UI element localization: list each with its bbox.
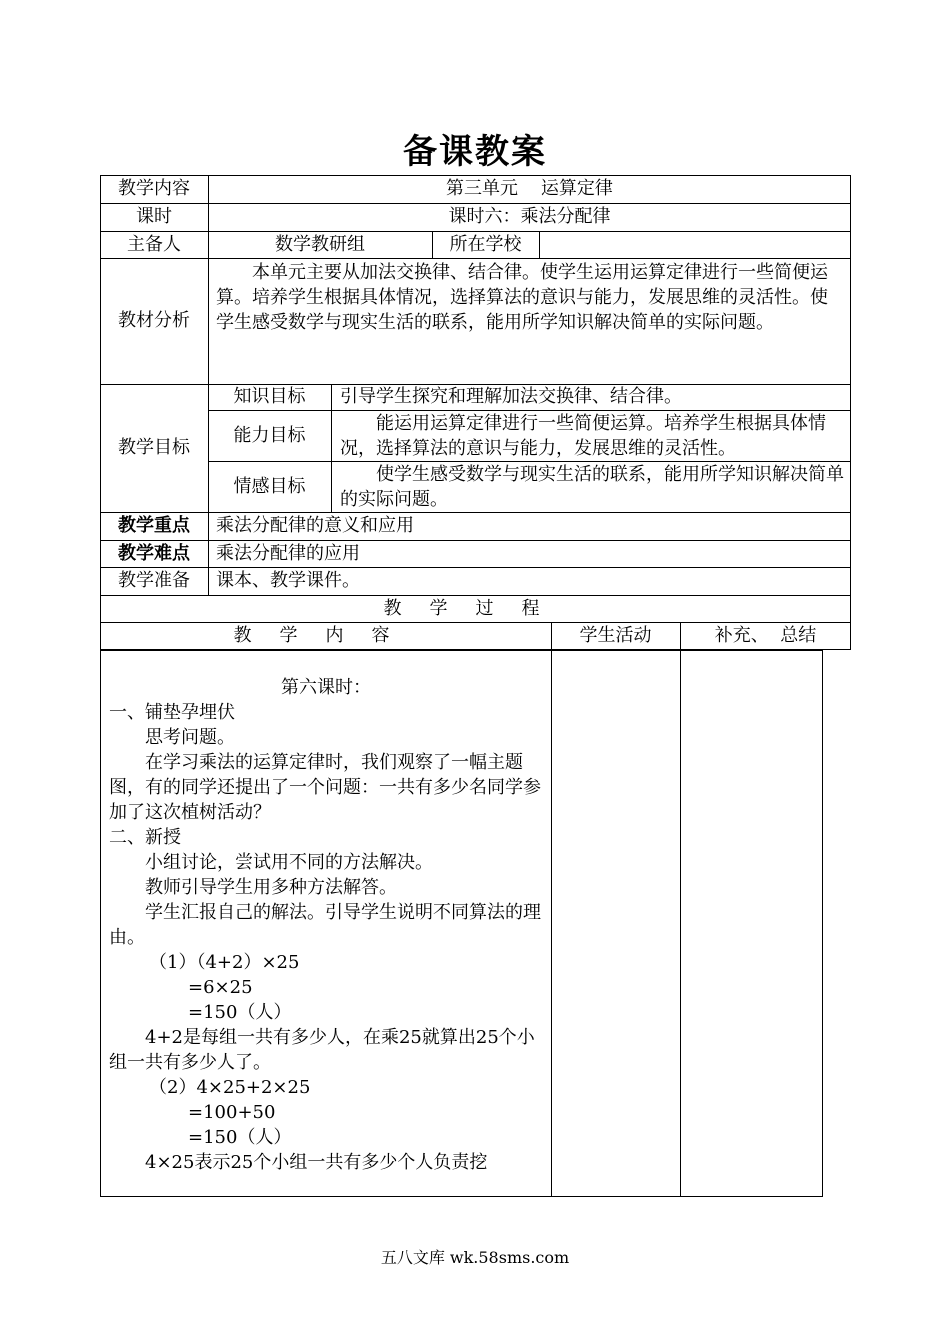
paragraph: 小组讨论，尝试用不同的方法解决。 [145, 852, 433, 873]
math-step: =150（人） [188, 1002, 292, 1023]
column-supplement-header: 补充、 总结 [714, 625, 817, 646]
knowledge-goal-text: 引导学生探究和理解加法交换律、结合律。 [340, 386, 682, 407]
section-heading: 二、新授 [109, 827, 181, 848]
preparation-text: 课本、教学课件。 [216, 570, 360, 591]
paragraph: 学生汇报自己的解法。引导学生说明不同算法的理由。 [109, 902, 541, 948]
analysis-label: 教材分析 [118, 310, 190, 331]
preparation-label: 教学准备 [118, 570, 190, 591]
math-step: （2）4×25+2×25 [149, 1077, 311, 1098]
lesson-heading: 第六课时： [281, 677, 371, 698]
key-point-label: 教学重点 [118, 515, 190, 536]
paragraph: 4×25表示25个小组一共有多少个人负责挖 [145, 1152, 488, 1173]
difficulty-label: 教学难点 [118, 542, 190, 564]
section-heading: 一、铺垫孕埋伏 [109, 702, 235, 723]
goals-label: 教学目标 [118, 437, 190, 458]
emotion-goal-text: 使学生感受数学与现实生活的联系，能用所学知识解决简单的实际问题。 [340, 464, 844, 510]
school-label: 所在学校 [449, 233, 522, 255]
key-point-text: 乘法分配律的意义和应用 [216, 515, 414, 536]
school-value [539, 231, 851, 258]
period-value: 课时六：乘法分配律 [448, 206, 611, 227]
ability-goal-label: 能力目标 [233, 424, 306, 446]
column-content-header: 教学内容 [233, 625, 418, 646]
period-label: 课时 [136, 206, 172, 227]
content-label: 教学内容 [118, 178, 190, 199]
difficulty-text: 乘法分配律的应用 [216, 543, 360, 564]
analysis-text: 本单元主要从加法交换律、结合律。使学生运用运算定律进行一些简便运算。培养学生根据具体情况，选择算法的意识与能力，发展思维的灵活性。使学生感受数学与现实生活的联系，能用所学知识解决简单的实际问题。 [216, 262, 828, 333]
emotion-goal-label: 情感目标 [233, 475, 306, 497]
math-step: （1）（4+2）×25 [149, 952, 300, 973]
process-header: 教学过程 [383, 597, 568, 619]
ability-goal-text: 能运用运算定律进行一些简便运算。培养学生根据具体情况，选择算法的意识与能力，发展思维的灵活性。 [340, 413, 826, 459]
knowledge-goal-label: 知识目标 [233, 386, 306, 407]
preparer-value: 数学教研组 [275, 233, 365, 255]
math-step: =150（人） [188, 1127, 292, 1148]
paragraph: 思考问题。 [145, 727, 235, 748]
lesson-content [109, 675, 543, 1175]
paragraph: 教师引导学生用多种方法解答。 [145, 877, 397, 898]
footer-watermark: 五八文库 wk.58sms.com [380, 1248, 570, 1267]
math-step: =6×25 [188, 977, 253, 998]
math-step: =100+50 [188, 1102, 276, 1123]
paragraph: 4+2是每组一共有多少人，在乘25就算出25个小组一共有多少人了。 [109, 1027, 535, 1073]
content-value: 第三单元 运算定律 [446, 178, 613, 199]
page-title: 备课教案 [403, 132, 547, 172]
column-student-header: 学生活动 [579, 625, 652, 646]
paragraph: 在学习乘法的运算定律时，我们观察了一幅主题图，有的同学还提出了一个问题：一共有多少名同学参加了这次植树活动？ [109, 752, 541, 823]
preparer-label: 主备人 [127, 233, 181, 255]
